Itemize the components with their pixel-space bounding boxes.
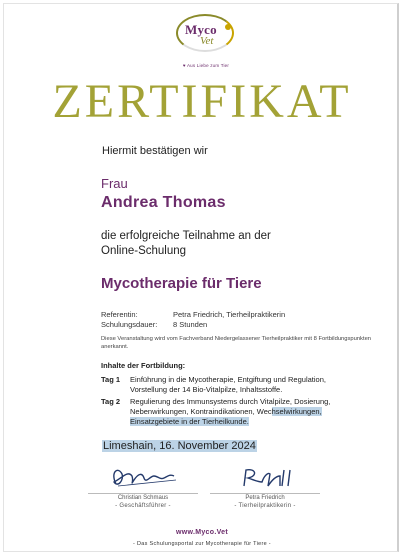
logo-tagline: ♥ Aus Liebe zum Tier [182,63,230,68]
day-2-line-1: Regulierung des Immunsystems durch Vitalpilze, Dosierung, [130,397,331,406]
day-2-line-3-selected: Einsatzgebiete in der Tierheilkunde. [130,417,249,426]
signature-block-2 [210,464,320,514]
logo-brand-bottom: Vet [200,35,214,47]
signature-1-image [88,464,198,492]
day-1-line-1: Einführung in die Mycotherapie, Entgiftung und Regulation, [130,375,326,384]
signature-1-name: Christian Schmaus [117,495,169,501]
day-1-row [101,375,373,397]
myco-vet-logo [170,10,242,68]
place-date-selected: Limeshain, 16. November 2024 [103,440,256,452]
accreditation-note: Diese Veranstaltung wird vom Fachverband Niedergelassener Tierheilpraktiker mit 8 Fortbildungspunkten anerkannt. [101,336,372,350]
signature-2-name: Petra Friedrich [245,495,285,501]
course-title: Mycotherapie für Tiere [101,275,262,292]
logo-dot [225,24,231,30]
footer-subtitle: - Das Schulungsportal zur Mycotherapie für Tiere - [133,541,271,547]
contents-heading: Inhalte der Fortbildung: [101,361,186,370]
footer-url: www.Myco.Vet [176,529,228,536]
day-2-text [130,397,370,427]
signature-line-1 [88,493,198,494]
recipient-name: Andrea Thomas [101,194,226,211]
signature-2-role: - Tierheilpraktikerin - [234,503,296,509]
speaker-value: Petra Friedrich, Tierheilpraktikerin [173,310,286,319]
day-2-line-2a: Nebenwirkungen, Kontraindikationen, Wec [130,407,272,416]
confirmation-text: Hiermit bestätigen wir [102,145,208,157]
logo-brand-top: Myco [185,22,217,37]
certificate-page [3,3,399,552]
signature-2-image [210,464,320,492]
participation-line-2: Online-Schulung [101,245,187,257]
salutation: Frau [101,176,128,191]
signature-block-1 [88,464,198,514]
day-1-label: Tag 1 [101,375,121,384]
duration-value: 8 Stunden [173,320,208,329]
participation-line-1: die erfolgreiche Teilnahme an der [101,230,271,242]
day-2-label: Tag 2 [101,397,121,406]
day-2-row [101,397,373,429]
day-1-line-2: Vorstellung der 14 Bio-Vitalpilze, Inhaltsstoffe. [130,385,283,394]
certificate-title: ZERTIFIKAT [52,75,352,128]
day-2-line-2 [130,407,370,417]
speaker-label: Referentin: [101,310,138,319]
duration-label: Schulungsdauer: [101,320,158,329]
day-2-line-2b-selected: hselwirkungen, [271,407,322,416]
signature-line-2 [210,493,320,494]
signature-1-role: - Geschäftsführer - [115,503,171,509]
day-1-text [130,375,370,395]
